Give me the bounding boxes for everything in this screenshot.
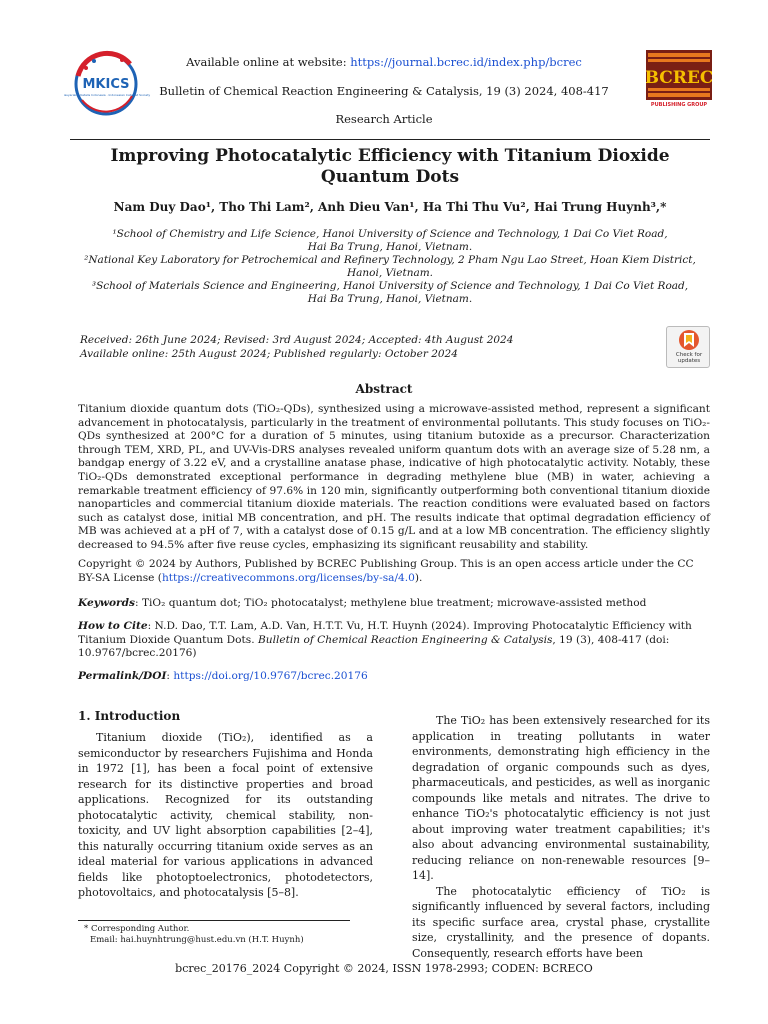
article-type: Research Article bbox=[335, 112, 433, 126]
availability-prefix: Available online at website: bbox=[186, 55, 351, 69]
footnote-divider bbox=[78, 920, 350, 921]
permalink-label: Permalink/DOI bbox=[78, 670, 167, 682]
copyright-notice bbox=[78, 558, 710, 585]
intro-right-paragraph-1: The TiO₂ has been extensively researched for its application in treating pollutants in water environments, demonstrating high efficiency in the degradation of organic compounds such as dyes, pharmaceuticals, and pesticides, as well as inorganic compounds like metals and nitrates. The drive to enhance TiO₂'s photocatalytic efficiency is not just about improving water treatment capabilities; it's also about advancing environmental sustainability, reducing reliance on non-renewable resources [9–14]. bbox=[412, 714, 710, 882]
dates-line-2: Available online: 25th August 2024; Published regularly: October 2024 bbox=[80, 348, 458, 360]
check-label-line-1: Check for bbox=[675, 352, 703, 358]
keywords bbox=[78, 597, 710, 609]
bcrec-text: BCREC bbox=[646, 68, 712, 88]
dates-line-1: Received: 26th June 2024; Revised: 3rd August 2024; Accepted: 4th August 2024 bbox=[80, 334, 514, 346]
affiliation-1-line-2: Hai Ba Trung, Hanoi, Vietnam. bbox=[307, 241, 473, 253]
article-dates bbox=[80, 333, 513, 361]
title-line-2: Quantum Dots bbox=[320, 167, 460, 187]
bookmark-icon bbox=[667, 327, 711, 353]
page-footer: bcrec_20176_2024 Copyright © 2024, ISSN 1978-2993; CODEN: BCRECO bbox=[175, 962, 593, 975]
affiliation-2-line-2: Hanoi, Vietnam. bbox=[346, 267, 434, 279]
article-title bbox=[70, 146, 710, 188]
how-to-cite bbox=[78, 620, 710, 661]
abstract-text: Titanium dioxide quantum dots (TiO₂-QDs), synthesized using a microwave-assisted method, represent a significant advancement in photocatalysis, particularly in the treatment of environmental pollutants. This study focuses on TiO₂-QDs synthesized at 200°C for a duration of 5 minutes, using titanium butoxide as a precursor. Characterization through TEM, XRD, PL, and UV-Vis-DRS analyses revealed uniform quantum dots with an average size of 5.28 nm, a bandgap energy of 3.22 eV, and a crystalline anatase phase, indicative of high photocatalytic activity. Notably, these TiO₂-QDs demonstrated exceptional performance in degrading methylene blue (MB) in water, achieving a remarkable treatment efficiency of 97.6% in 120 min, significantly outperforming both conventional titanium dioxide nanoparticles and commercial titanium dioxide materials. The reaction conditions were evaluated based on factors such as catalyst dose, initial MB concentration, and pH. The results indicate that optimal degradation efficiency of MB was achieved at a pH of 7, with a catalyst dose of 0.15 g/L and at a low MB concentration. The efficiency slightly decreased to 94.5% after five reuse cycles, emphasizing its significant reusability and stability. bbox=[78, 403, 710, 551]
intro-right-paragraph-2: The photocatalytic efficiency of TiO₂ is significantly influenced by several factors, including its specific surface area, crystal phase, crystallite size, crystallinity, and the presence of dopants. Consequently, research efforts have been bbox=[412, 884, 710, 960]
footnote-line-1: * Corresponding Author. bbox=[84, 924, 190, 934]
footnote-line-2: Email: hai.huynhtrung@hust.edu.vn (H.T. Huynh) bbox=[90, 934, 304, 945]
keywords-text: : TiO₂ quantum dot; TiO₂ photocatalyst; methylene blue treatment; microwave-assisted method bbox=[135, 597, 647, 609]
how-to-cite-label: How to Cite bbox=[78, 620, 148, 632]
journal-line: Bulletin of Chemical Reaction Engineering & Catalysis, 19 (3) 2024, 408-417 bbox=[159, 84, 609, 98]
affiliation-1-line-1: ¹School of Chemistry and Life Science, Hanoi University of Science and Technology, 1 Dai Co Viet Road, bbox=[112, 228, 668, 240]
doi-link[interactable]: https://doi.org/10.9767/bcrec.20176 bbox=[173, 670, 368, 682]
corresponding-author-footnote bbox=[84, 924, 304, 945]
copyright-suffix: ). bbox=[414, 571, 423, 584]
affiliation-3 bbox=[70, 280, 710, 306]
intro-left-paragraph: Titanium dioxide (TiO₂), identified as a semiconductor by researchers Fujishima and Honda in 1972 [1], has been a focal point of extensive research for its distinctive properties and broad applications. Recognized for its outstanding photocatalytic activity, chemical stability, non-toxicity, and UV light absorption capabilities [2–4], this naturally occurring titanium oxide serves as an ideal material for various applications in advanced fields like photoptoelectronics, photodetectors, photovoltaics, and photocatalysis [5–8]. bbox=[78, 731, 373, 899]
intro-right-column bbox=[412, 713, 710, 961]
logo-text: MKICS bbox=[82, 77, 130, 92]
affiliation-3-line-2: Hai Ba Trung, Hanoi, Vietnam. bbox=[307, 293, 473, 305]
affiliation-1 bbox=[70, 228, 710, 254]
keywords-label: Keywords bbox=[78, 597, 136, 609]
how-to-cite-text-b: , 19 (3), 408-417 (doi: 10.9767/bcrec.20176) bbox=[78, 633, 670, 660]
check-for-updates-button[interactable] bbox=[666, 326, 710, 368]
authors: Nam Duy Dao¹, Tho Thi Lam², Anh Dieu Van¹, Ha Thi Thu Vu², Hai Trung Huynh³,* bbox=[113, 200, 667, 214]
check-label-line-2: updates bbox=[677, 358, 701, 364]
abstract-heading: Abstract bbox=[355, 382, 413, 396]
affiliation-3-line-1: ³School of Materials Science and Engineering, Hanoi University of Science and Technology, 1 Dai Co Viet Road, bbox=[91, 280, 689, 292]
how-to-cite-text-a: : N.D. Dao, T.T. Lam, A.D. Van, H.T.T. Vu, H.T. Huynh (2024). Improving Photocatalytic Efficiency with Titanium Dioxide Quantum Dots. bbox=[78, 620, 692, 646]
title-line-1: Improving Photocatalytic Efficiency with Titanium Dioxide bbox=[110, 146, 670, 166]
permalink-sep: : bbox=[166, 670, 174, 682]
affiliation-2-line-1: ²National Key Laboratory for Petrochemical and Refinery Technology, 2 Pham Ngu Lao Street, Hoan Kiem District, bbox=[84, 254, 696, 266]
introduction-heading: 1. Introduction bbox=[78, 709, 181, 723]
bcrec-caption: PUBLISHING GROUP bbox=[650, 102, 708, 108]
affiliation-2 bbox=[70, 254, 710, 280]
license-link[interactable]: https://creativecommons.org/licenses/by-sa/4.0 bbox=[161, 571, 415, 584]
how-to-cite-journal: Bulletin of Chemical Reaction Engineering & Catalysis bbox=[257, 633, 553, 646]
journal-url-link[interactable]: https://journal.bcrec.id/index.php/bcrec bbox=[350, 55, 582, 69]
permalink-doi bbox=[78, 670, 710, 682]
check-label bbox=[667, 352, 711, 364]
logo-caption: Masyarakat Katalis Indonesia · Indonesian Catalyst Society bbox=[64, 93, 151, 97]
availability-line bbox=[0, 55, 768, 69]
copyright-text: Copyright © 2024 by Authors, Published by BCREC Publishing Group. This is an open access article under the CC BY-SA License ( bbox=[78, 558, 694, 584]
